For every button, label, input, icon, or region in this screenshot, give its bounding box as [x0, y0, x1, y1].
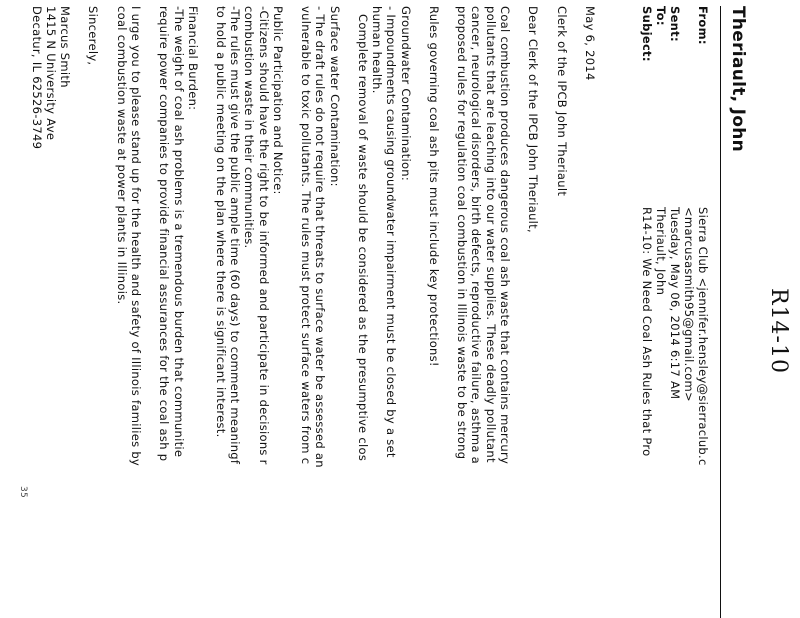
groundwater-heading: Groundwater Contamination:	[398, 6, 413, 182]
sender-name: Theriault, John	[728, 6, 748, 153]
letter-salutation: Dear Clerk of the IPCB John Theriault,	[526, 6, 541, 233]
sent-value: Tuesday, May 06, 2014 6:17 AM	[668, 207, 682, 400]
page-number: 35	[18, 486, 28, 499]
signoff: Sincerely,	[86, 6, 101, 66]
from-value-email: <marcusasmith95@gmail.com>	[682, 207, 696, 402]
signature-address: 1415 N University Ave	[43, 6, 58, 141]
surface-line: vulnerable to toxic pollutants. The rules must protect surface waters from c	[299, 6, 314, 465]
groundwater-line: human health.	[370, 6, 385, 94]
to-label: To:	[654, 6, 668, 26]
subject-label: Subject:	[640, 6, 654, 62]
participation-line: -Citizens should have the right to be informed and participate in decisions r	[256, 6, 271, 465]
financial-line: require power companies to provide financial assurances for the coal ash p	[157, 6, 172, 462]
intro-line: cancer, neurological disorders, birth defects, reproductive failure, asthma a	[469, 6, 484, 465]
groundwater-line: - Impoundments causing groundwater impairment must be closed by a set	[384, 6, 399, 458]
intro-line: pollutants that are leaching into our water supplies. These deadly pollutant	[483, 6, 498, 463]
sent-label: Sent:	[668, 6, 682, 42]
financial-heading: Financial Burden:	[185, 6, 200, 111]
financial-line: -The weight of coal ash problems is a tremendous burden that communitie	[171, 6, 186, 458]
header-divider	[720, 6, 721, 618]
participation-heading: Public Participation and Notice:	[270, 6, 285, 195]
participation-line: combustion waste in their communities.	[242, 6, 257, 249]
intro-line: proposed rules for regulation coal combustion in Illinois waste to be strong	[455, 6, 470, 460]
surface-line: - The draft rules do not require that threats to surface water be assessed an	[313, 6, 328, 468]
closing-line: I urge you to please stand up for the health and safety of Illinois families by	[129, 6, 143, 467]
from-label: From:	[696, 6, 710, 45]
rules-line: Rules governing coal ash pits must include key protections!	[426, 6, 441, 367]
closing-line: coal combustion waste at power plants in Illinois.	[114, 6, 129, 305]
subject-value: R14-10: We Need Coal Ash Rules that Pro	[640, 207, 654, 457]
participation-line: -The rules must give the public ample time (60 days) to comment meaningf	[228, 6, 243, 465]
signature-name: Marcus Smith	[58, 6, 73, 88]
groundwater-line: Complete removal of waste should be considered as the presumptive clos	[356, 14, 370, 462]
letter-date: May 6, 2014	[583, 6, 597, 81]
from-value: Sierra Club <jennifer.hensley@sierraclub.c	[696, 207, 710, 466]
letter-body	[30, 6, 598, 618]
letter-recipient: Clerk of the IPCB John Theriault	[554, 6, 569, 197]
surface-heading: Surface water Contamination:	[327, 6, 342, 187]
signature-city: Decatur, IL 62526-3749	[29, 6, 44, 150]
intro-line: Coal combustion produces dangerous coal ash waste that contains mercury	[497, 6, 512, 465]
participation-line: to hold a public meeting on the plan where there is significant interest.	[214, 6, 229, 438]
to-value: Theriault, John	[654, 207, 668, 296]
docket-stamp: R14-10	[766, 288, 791, 374]
